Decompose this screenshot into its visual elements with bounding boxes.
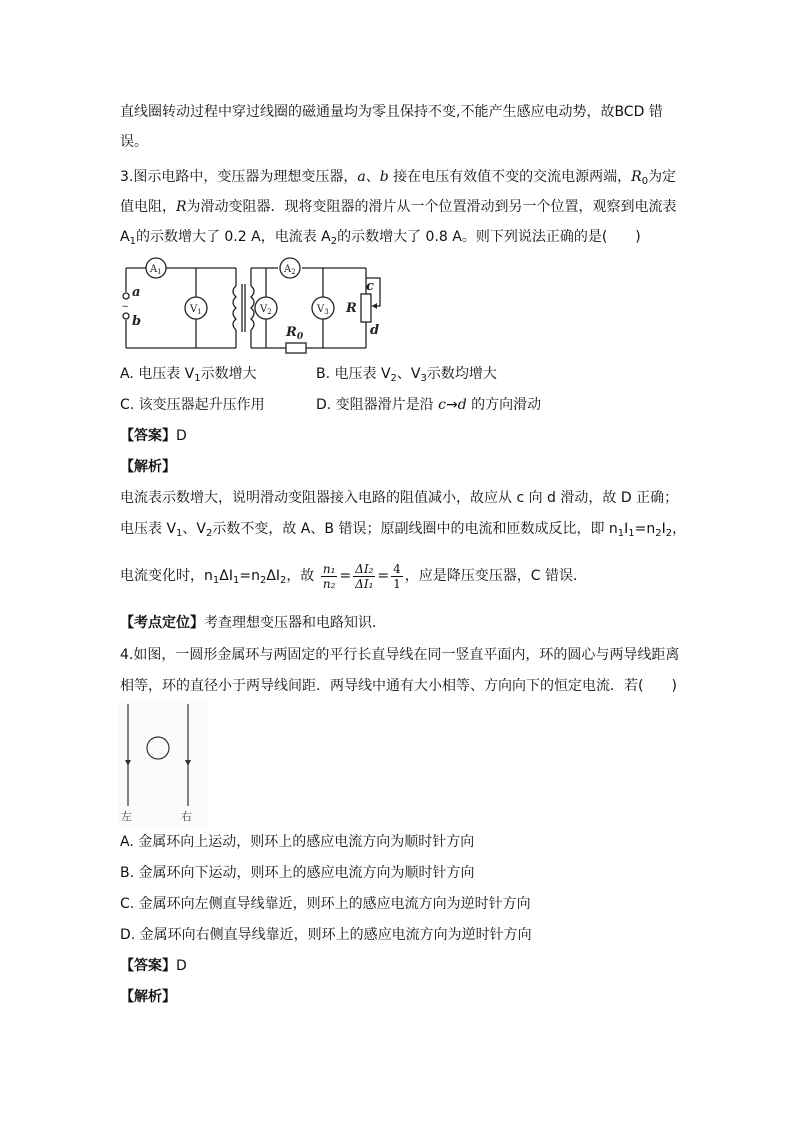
opt-sub: 2 [390, 373, 397, 384]
opt-text: B. 电压表 V [316, 366, 391, 382]
q3-var-r0: R [631, 169, 642, 185]
q3-stem-line1 [120, 167, 676, 187]
ex-text: ΔI [266, 568, 281, 584]
ex-text: =n [634, 521, 656, 537]
q3-sub: 0 [641, 176, 649, 187]
ex-text: ΔI [219, 568, 233, 584]
fraction-value [391, 562, 403, 591]
rheostat-r-label: R [346, 301, 357, 316]
q4-option-c: C. 金属环向左侧直导线靠近，则环上的感应电流方向为逆时针方向 [120, 896, 531, 912]
fraction-denominator: n₂ [322, 576, 336, 591]
arrow-icon: → [445, 397, 458, 413]
opt-var-d: d [457, 397, 467, 413]
q3-text: 为滑动变阻器．现将变阻器的滑片从一个位置滑动到另一个位置，观察到电流表 [186, 199, 677, 215]
ex-text: 电流变化时，n [120, 568, 213, 584]
q3-sub: 2 [330, 236, 338, 247]
q3-answer [120, 426, 187, 446]
ex-sub: 1 [232, 575, 240, 586]
ex-sub: 1 [617, 528, 625, 539]
q4-option-b: B. 金属环向下运动，则环上的感应电流方向为顺时针方向 [120, 865, 475, 881]
ex-text: ， [672, 521, 687, 537]
fraction-denominator: ΔI₁ [355, 576, 374, 591]
opt-text: 、V [396, 366, 421, 382]
ex-sub: 1 [628, 528, 635, 539]
opt-text: 示数均增大 [426, 366, 497, 382]
equals-sign: = [339, 568, 352, 584]
ex-text: =n [239, 568, 260, 584]
ex-text: 示数不变，故 A、B 错误；原副线圈中的电流和匝数成反比，即 n [212, 521, 618, 537]
opt-sub: 1 [194, 373, 201, 384]
q2-tail-line2: 误。 [120, 134, 148, 150]
q4-option-a: A. 金属环向上运动，则环上的感应电流方向为顺时针方向 [120, 834, 475, 850]
ex-text: 电压表 V [120, 521, 177, 537]
fraction-current-ratio [353, 562, 375, 591]
label-v1-sub: 1 [197, 308, 202, 316]
answer-value: D [176, 428, 187, 444]
opt-text: D. 变阻器滑片是沿 [316, 397, 439, 413]
fraction-n-ratio [321, 562, 338, 591]
left-wire-label: 左 [121, 810, 132, 823]
label-a1: A [150, 264, 158, 275]
q3-option-d [316, 395, 541, 415]
ex-text: 、V [182, 521, 206, 537]
q3-explanation-line3 [120, 558, 587, 594]
q4-analysis-label: 【解析】 [120, 989, 176, 1005]
label-v3: V [317, 304, 325, 315]
q3-circuit-diagram [118, 256, 388, 356]
fraction-numerator: 4 [393, 561, 401, 576]
fraction-numerator: ΔI₂ [355, 561, 374, 576]
ex-sub: 2 [205, 528, 213, 539]
fraction-numerator: n₁ [322, 561, 336, 576]
q3-option-c: C. 该变压器起升压作用 [120, 397, 265, 413]
q4-option-d: D. 金属环向右侧直导线靠近，则环上的感应电流方向为逆时针方向 [120, 927, 532, 943]
fraction-denominator: 1 [393, 576, 401, 591]
ex-sub: 2 [655, 528, 662, 539]
ex-sub: 2 [665, 528, 673, 539]
ex-sub: 2 [259, 575, 267, 586]
resistor-r0-sub: 0 [296, 332, 304, 342]
q3-option-b [316, 364, 497, 384]
q3-sub: 1 [129, 236, 136, 247]
q3-text: A [120, 229, 130, 245]
label-v2: V [260, 304, 268, 315]
right-wire-label: 右 [181, 810, 192, 823]
terminal-a-label: a [132, 285, 141, 300]
q4-stem-line2: 相等，环的直径小于两导线间距．两导线中通有大小相等、方向向下的恒定电流．若( ) [120, 678, 677, 694]
answer-label: 【答案】 [120, 428, 176, 444]
ex-sub: 1 [176, 528, 183, 539]
ex-text: I [624, 521, 629, 537]
equals-sign: = [377, 568, 390, 584]
terminal-b-label: b [132, 314, 142, 329]
q2-tail-line1: 直线圈转动过程中穿过线圈的磁通量均为零且保持不变,不能产生感应电动势，故BCD 错 [120, 104, 663, 120]
rheostat-c-label: c [366, 279, 374, 294]
q3-text: 的示数增大了 0.8 A。则下列说法正确的是( ) [337, 229, 641, 245]
q3-var-r: R [176, 199, 187, 215]
label-v3-sub: 3 [324, 308, 329, 316]
opt-text: 的方向滑动 [466, 397, 542, 413]
answer-value: D [176, 958, 187, 974]
svg-text:R0 [285, 325, 304, 342]
label-v2-sub: 2 [267, 308, 272, 316]
q3-text: 3.图示电路中，变压器为理想变压器， [120, 169, 358, 185]
opt-text: 示数增大 [200, 366, 257, 382]
q3-text: 值电阻， [120, 199, 176, 215]
q3-text: 的示数增大了 0.2 A，电流表 A [135, 229, 331, 245]
q3-var-b: b [379, 169, 389, 185]
resistor-r0-label: R [286, 325, 297, 340]
q3-kaodian [120, 613, 386, 633]
ex-sub: 1 [212, 575, 220, 586]
ex-text: I [661, 521, 666, 537]
q3-stem-line3 [120, 227, 641, 247]
svg-text:~: ~ [121, 302, 129, 312]
q3-text: 为定 [648, 169, 677, 185]
opt-sub: 3 [420, 373, 427, 384]
q3-var-a: a [357, 169, 366, 185]
label-a2-sub: 2 [291, 268, 296, 276]
q3-text: 、 [365, 169, 380, 185]
opt-text: A. 电压表 V [120, 366, 195, 382]
answer-label: 【答案】 [120, 958, 176, 974]
opt-var-c: c [438, 397, 446, 413]
q3-explanation-line2 [120, 519, 686, 539]
kaodian-text: 考查理想变压器和电路知识． [204, 615, 386, 631]
label-a2: A [284, 264, 292, 275]
q4-wires-ring-figure [118, 702, 208, 826]
q3-text: 接在电压有效值不变的交流电源两端， [388, 169, 632, 185]
q3-explanation-line1: 电流表示数增大，说明滑动变阻器接入电路的阻值减小，故应从 c 向 d 滑动，故 D 正确； [120, 490, 679, 506]
label-a1-sub: 1 [157, 268, 162, 276]
ex-text: ，应是降压变压器，C 错误． [404, 568, 587, 584]
ex-sub: 2 [280, 575, 287, 586]
label-v1: V [190, 304, 198, 315]
kaodian-label: 【考点定位】 [120, 615, 204, 631]
q4-answer [120, 956, 187, 976]
q3-stem-line2 [120, 197, 677, 217]
q3-option-a [120, 364, 257, 384]
rheostat-d-label: d [370, 323, 380, 338]
ex-text: ，故 [286, 568, 315, 584]
q3-analysis-label: 【解析】 [120, 459, 176, 475]
q4-stem-line1: 4.如图，一圆形金属环与两固定的平行长直导线在同一竖直平面内，环的圆心与两导线距离 [120, 647, 680, 663]
